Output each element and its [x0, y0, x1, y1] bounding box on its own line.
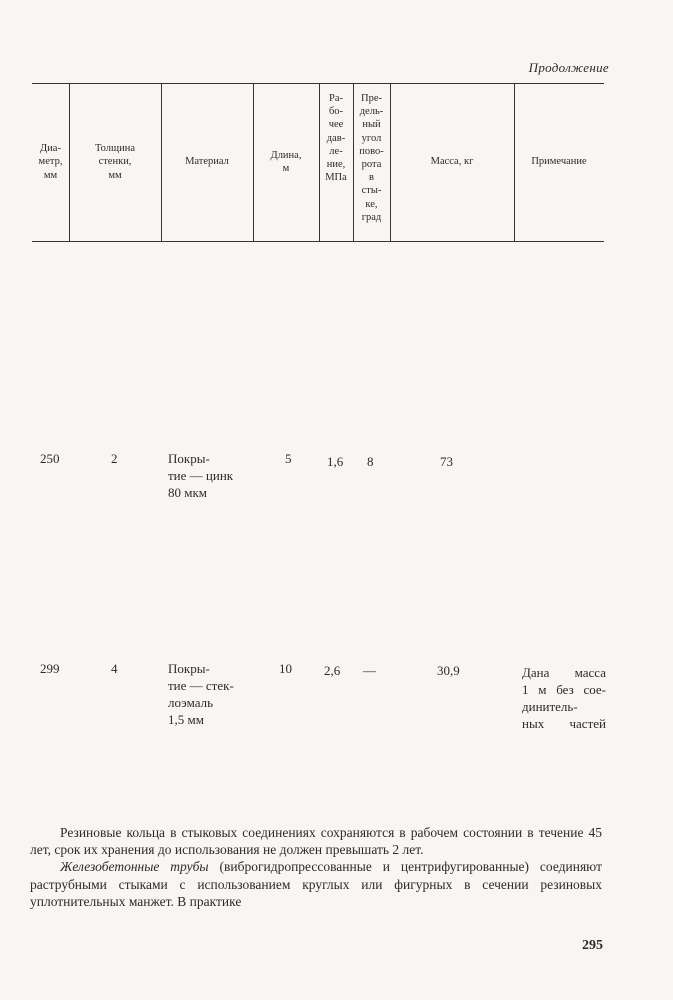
row1-angle: 8: [367, 454, 374, 469]
header-mass: Масса, кг: [430, 156, 474, 168]
paragraph-concrete-pipes: Железобетонные трубы (виброгидропрессованные и центрифугированные) соединяют раструбными стыками с использованием круглых или фигурных в сечении резиновых уплотнительных манжет. В практике: [30, 859, 602, 909]
row2-angle: —: [363, 663, 376, 678]
header-wall-thickness: Толщина стенки, мм: [95, 143, 135, 181]
header-material: Материал: [185, 156, 229, 168]
row1-mass: 73: [440, 454, 453, 469]
header-rotation-angle: Пре- дель- ный угол пово- рота в сты- ке, град: [359, 93, 384, 223]
paragraph-rubber-rings: Резиновые кольца в стыковых соединениях сохраняются в рабочем состоянии в течение 45 лет, срок их хранения до использования не должен превышать 2 лет.: [30, 825, 602, 858]
row1-length: 5: [285, 451, 292, 466]
row2-diameter: 299: [40, 661, 60, 676]
row2-mass: 30,9: [437, 663, 460, 678]
row1-pressure: 1,6: [327, 454, 344, 469]
page-number: 295: [582, 938, 603, 953]
row1-material: Покры- тие — цинк 80 мкм: [168, 451, 234, 500]
continuation-label: Продолжение: [528, 60, 609, 75]
header-length: Длина, м: [270, 149, 302, 174]
row2-note: Дана масса 1 м без сое- динитель- ных частей: [522, 665, 606, 731]
row2-material: Покры- тие — стек- лоэмаль 1,5 мм: [168, 661, 234, 727]
table-header-rule: [32, 241, 604, 242]
header-diameter: Диа- метр, мм: [38, 143, 63, 181]
body-text: [30, 824, 602, 910]
row2-wall: 4: [111, 661, 118, 676]
term-concrete-pipes: Железобетонные трубы: [60, 859, 209, 875]
header-note: Примечание: [531, 156, 587, 168]
header-working-pressure: Ра- бо- чее дав- ле- ние, МПа: [325, 93, 347, 184]
row2-length: 10: [279, 661, 292, 676]
row1-wall: 2: [111, 451, 118, 466]
row1-diameter: 250: [40, 451, 60, 466]
row2-pressure: 2,6: [324, 663, 341, 678]
